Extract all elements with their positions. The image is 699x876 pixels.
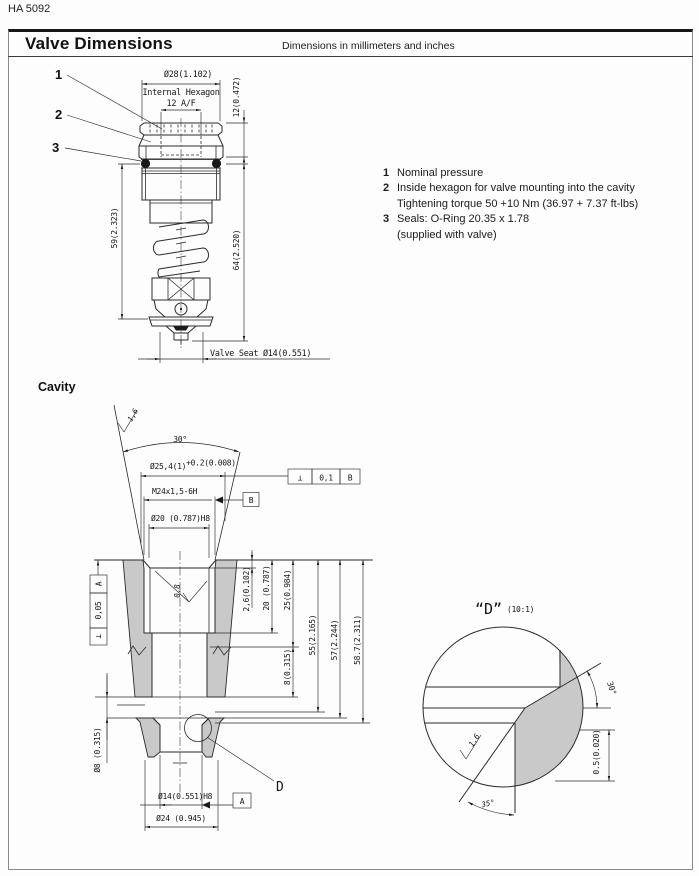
legend-item-2-line1: Inside hexagon for valve mounting into the cavity <box>397 182 635 195</box>
dim-overall-length: 64(2.520) <box>232 229 241 271</box>
callout-3-label: 3 <box>52 140 60 155</box>
dim-thread-depth: 20 (0.787) <box>262 565 271 611</box>
surface-finish-symbol-top <box>118 407 140 432</box>
detail-angle-30: 30° <box>605 680 618 696</box>
surface-finish-top-value: 1,6 <box>125 407 141 424</box>
fcf-top-tol: 0,1 <box>319 473 333 483</box>
legend-item-2-num: 2 <box>383 182 390 195</box>
legend-item-3-num: 3 <box>383 213 390 226</box>
detail-d-label: D <box>276 780 284 795</box>
title-bar <box>8 32 693 57</box>
legend-item-2-line2: Tightening torque 50 +10 Nm (36.97 + 7.37 ft-lbs) <box>397 197 639 210</box>
dim-chamfer-depth: 2,6(0.102) <box>242 566 251 612</box>
dim-seat-bore: Ø14(0.551)H8 <box>158 792 213 801</box>
cavity-heading: Cavity <box>38 380 76 394</box>
legend-item-2-cont <box>383 197 683 212</box>
datum-b-label: B <box>248 496 254 505</box>
dim-counterbore: Ø25,4(1)+0.2(0.008) <box>150 458 236 471</box>
dim-bore-depth: 25(0.984) <box>283 569 292 611</box>
legend-item-3 <box>383 212 683 227</box>
dim-port-height: 8(0.315) <box>283 648 292 686</box>
detail-angle-35: 35° <box>480 797 496 810</box>
dim-bore: Ø20 (0.787)H8 <box>151 514 210 523</box>
o-ring-left <box>141 159 150 168</box>
fcf-top <box>288 469 360 484</box>
valve-callouts <box>52 67 162 161</box>
fcf-top-symbol: ⊥ <box>297 473 303 483</box>
dim-head-height: 12(0.472) <box>232 76 241 118</box>
detail-d-scale: (10:1) <box>507 605 535 614</box>
datum-a-label: A <box>239 797 245 806</box>
o-ring-right <box>212 159 221 168</box>
cavity-angle-top: 30° <box>173 435 187 444</box>
dim-port-dia: Ø8 (0.315) <box>93 727 102 773</box>
detail-surface-finish-value: 1,6 <box>466 732 482 749</box>
dim-bottom-dia: Ø24 (0.945) <box>156 814 206 823</box>
dim-thread: M24x1,5-6H <box>152 487 198 496</box>
dim-depth-55: 55(2.165) <box>308 614 317 656</box>
internal-hex-label-2: 12 A/F <box>166 99 196 109</box>
fcf-left-symbol: ⊥ <box>94 634 103 639</box>
page-subtitle: Dimensions in millimeters and inches <box>282 40 455 52</box>
legend-item-2 <box>383 181 683 196</box>
callout-2-label: 2 <box>55 107 63 122</box>
valve-dimensions <box>110 69 330 363</box>
fcf-left <box>90 561 107 646</box>
valve-seat-label: Valve Seat Ø14(0.551) <box>210 349 312 359</box>
dim-depth-total: 58.7(2.311) <box>353 615 362 665</box>
callout-1-label: 1 <box>55 67 63 82</box>
legend-item-1-num: 1 <box>383 167 390 179</box>
surface-finish-symbol-bore <box>155 571 207 602</box>
legend-item-1 <box>383 166 683 181</box>
cavity-drawing <box>40 403 380 855</box>
detail-d-title: “D” <box>475 600 503 618</box>
dim-head-diameter: Ø28(1.102) <box>163 70 213 80</box>
legend <box>383 166 683 243</box>
doc-number: HA 5092 <box>8 3 51 15</box>
dim-body-length: 59(2.323) <box>110 207 119 249</box>
detail-d-view <box>415 588 665 838</box>
valve-drawing <box>40 60 320 360</box>
legend-item-3-line1: Seals: O-Ring 20.35 x 1.78 <box>397 213 530 226</box>
internal-hex-label-1: Internal Hexagon <box>142 88 220 98</box>
fcf-left-datum: A <box>94 581 104 587</box>
detail-dim-step: 0.5(0.020) <box>592 729 601 775</box>
surface-finish-bore-value: 0,8 <box>173 584 182 598</box>
page-title: Valve Dimensions <box>25 34 173 53</box>
fcf-left-tol: 0,05 <box>94 601 103 620</box>
fcf-top-datum: B <box>347 473 353 483</box>
detail-d-section <box>423 627 601 813</box>
legend-item-3-cont <box>383 228 683 243</box>
legend-item-1-text: Nominal pressure <box>397 167 484 179</box>
surface-finish-symbol-detail <box>460 732 482 759</box>
legend-item-3-line2: (supplied with valve) <box>397 228 497 241</box>
dim-depth-57: 57(2.244) <box>330 619 339 661</box>
